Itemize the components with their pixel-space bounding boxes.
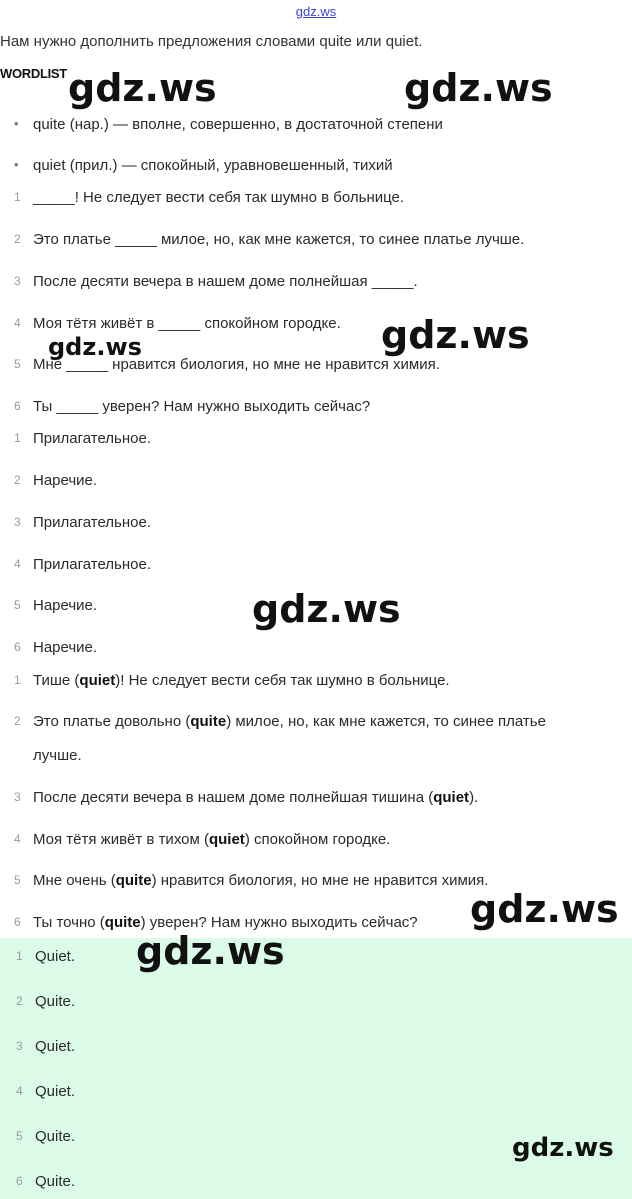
answer-word: quiet	[79, 672, 116, 689]
sentence-item: 6 Ты _____ уверен? Нам нужно выходить сейчас?	[14, 398, 371, 415]
answer-word: quiet	[208, 831, 245, 848]
answer-word: quite	[115, 872, 152, 889]
translation-item: 3 После десяти вечера в нашем доме полнейшая тишина (quiet).	[14, 789, 479, 806]
answer-item: 3 Quiet.	[16, 1038, 76, 1055]
sentence-item: 1 _____! Не следует вести себя так шумно в больнице.	[14, 189, 405, 206]
part-of-speech-item: 2 Наречие.	[14, 472, 98, 489]
answer-item: 1 Quiet.	[16, 948, 76, 965]
task-intro: Нам нужно дополнить предложения словами quite или quiet.	[0, 33, 423, 50]
sentence-item: 3 После десяти вечера в нашем доме полнейшая _____.	[14, 273, 418, 290]
sentence-item: 5 Мне _____ нравится биология, но мне не нравится химия.	[14, 356, 440, 373]
translation-item: 5 Мне очень (quite) нравится биология, но мне не нравится химия.	[14, 872, 489, 889]
wordlist-heading: WORDLIST	[0, 66, 67, 81]
part-of-speech-item: 6 Наречие.	[14, 639, 98, 656]
watermark: gdz.ws	[68, 66, 217, 110]
answer-word: quite	[104, 914, 141, 931]
part-of-speech-item: 5 Наречие.	[14, 597, 98, 614]
answer-item: 5 Quite.	[16, 1128, 76, 1145]
answer-item: 6 Quite.	[16, 1173, 76, 1190]
sentence-item: 2 Это платье _____ милое, но, как мне кажется, то синее платье лучше.	[14, 231, 525, 248]
part-of-speech-item: 1 Прилагательное.	[14, 430, 152, 447]
watermark: gdz.ws	[512, 1133, 614, 1163]
sentence-item: 4 Моя тётя живёт в _____ спокойном городке.	[14, 315, 341, 332]
watermark: gdz.ws	[470, 887, 619, 931]
wordlist-item: • quite (нар.) — вполне, совершенно, в достаточной степени	[14, 116, 443, 133]
watermark: gdz.ws	[48, 333, 142, 361]
answer-word: quite	[190, 713, 227, 730]
watermark: gdz.ws	[404, 66, 553, 110]
answer-item: 4 Quiet.	[16, 1083, 76, 1100]
part-of-speech-item: 3 Прилагательное.	[14, 514, 152, 531]
wordlist-item: • quiet (прил.) — спокойный, уравновешенный, тихий	[14, 157, 393, 174]
translation-item: 4 Моя тётя живёт в тихом (quiet) спокойном городке.	[14, 831, 391, 848]
translation-item: 1 Тише (quiet)! Не следует вести себя так шумно в больнице.	[14, 672, 450, 689]
translation-item: 2 Это платье довольно (quite) милое, но, как мне кажется, то синее платье	[14, 713, 546, 730]
watermark: gdz.ws	[136, 929, 285, 973]
answer-item: 2 Quite.	[16, 993, 76, 1010]
answer-word: quiet	[433, 789, 470, 806]
bullet-icon: •	[14, 157, 19, 172]
watermark: gdz.ws	[252, 587, 401, 631]
translation-item-continuation: лучше.	[33, 747, 82, 764]
part-of-speech-item: 4 Прилагательное.	[14, 556, 152, 573]
translation-item: 6 Ты точно (quite) уверен? Нам нужно выходить сейчас?	[14, 914, 418, 931]
watermark: gdz.ws	[381, 313, 530, 357]
site-link[interactable]: gdz.ws	[295, 4, 337, 19]
bullet-icon: •	[14, 116, 19, 131]
